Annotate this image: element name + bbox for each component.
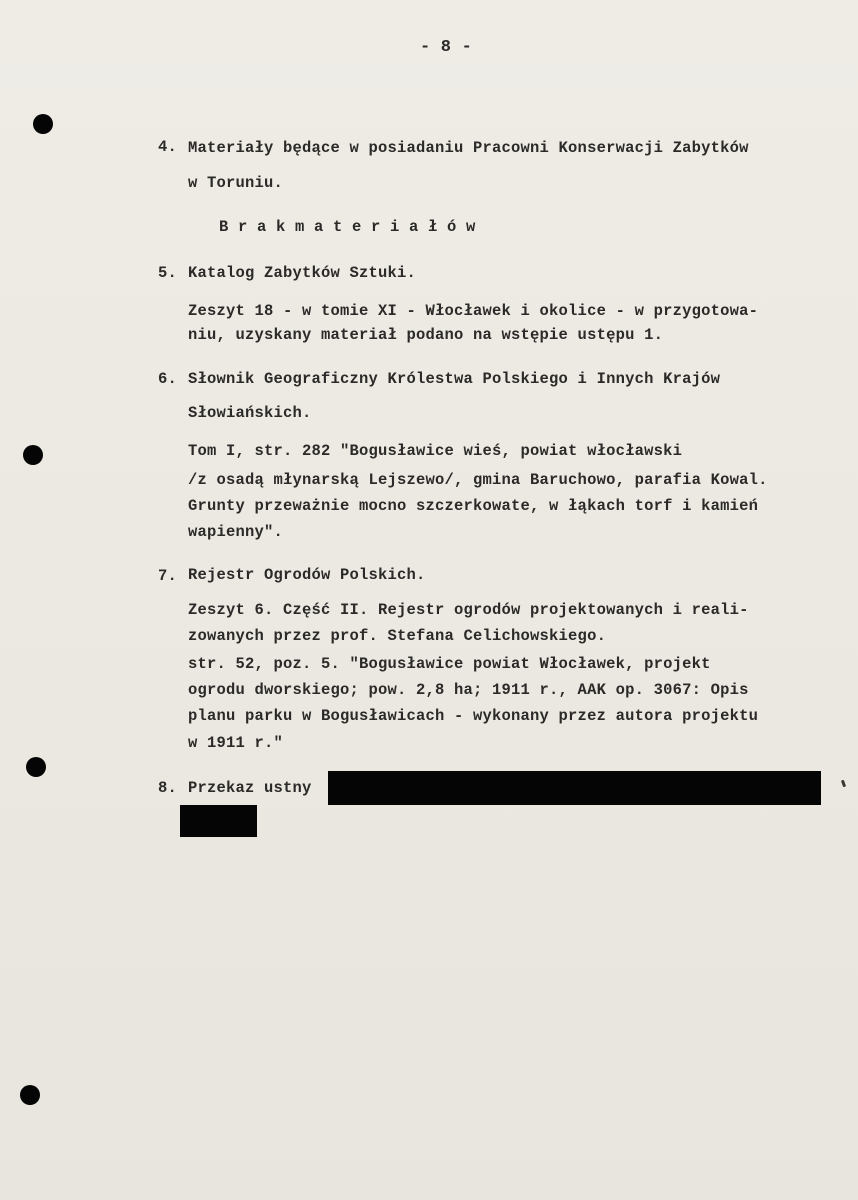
punch-hole-2	[23, 445, 43, 465]
item-heading: Słownik Geograficzny Królestwa Polskiego i Innych Krajów	[188, 370, 721, 388]
item-heading: Przekaz ustny	[188, 779, 312, 797]
item-heading: Katalog Zabytków Sztuki.	[188, 264, 417, 282]
redaction-bar	[180, 805, 257, 837]
item-text-line: ogrodu dworskiego; pow. 2,8 ha; 1911 r., AAK op. 3067: Opis	[188, 681, 749, 699]
item-heading: w Toruniu.	[188, 174, 284, 192]
item-text-line: /z osadą młynarską Lejszewo/, gmina Baruchowo, parafia Kowal.	[188, 471, 768, 489]
punch-hole-1	[33, 114, 53, 134]
item-text-line: Zeszyt 6. Część II. Rejestr ogrodów projektowanych i reali-	[188, 601, 749, 619]
item-heading: Materiały będące w posiadaniu Pracowni Konserwacji Zabytków	[188, 139, 749, 157]
margin-mark	[841, 780, 846, 788]
item-text-line: Tom I, str. 282 "Bogusławice wieś, powiat włocławski	[188, 442, 683, 460]
item-note: B r a k m a t e r i a ł ó w	[219, 218, 476, 236]
item-text-line: wapienny".	[188, 523, 284, 541]
item-number: 7.	[158, 567, 178, 585]
item-text-line: str. 52, poz. 5. "Bogusławice powiat Włocławek, projekt	[188, 655, 711, 673]
item-number: 5.	[158, 264, 178, 282]
item-text-line: Grunty przeważnie mocno szczerkowate, w łąkach torf i kamień	[188, 497, 759, 515]
item-number: 6.	[158, 370, 178, 388]
page-number: - 8 -	[420, 38, 473, 57]
item-number: 4.	[158, 138, 178, 156]
item-heading: Rejestr Ogrodów Polskich.	[188, 566, 426, 584]
item-text-line: w 1911 r."	[188, 734, 284, 752]
item-text-line: Zeszyt 18 - w tomie XI - Włocławek i okolice - w przygotowa-	[188, 302, 759, 320]
punch-hole-3	[26, 757, 46, 777]
item-number: 8.	[158, 779, 178, 797]
item-text-line: zowanych przez prof. Stefana Celichowskiego.	[188, 627, 607, 645]
item-heading: Słowiańskich.	[188, 404, 312, 422]
item-text-line: planu parku w Bogusławicach - wykonany przez autora projektu	[188, 707, 759, 725]
punch-hole-4	[20, 1085, 40, 1105]
redaction-bar	[328, 771, 821, 805]
item-text-line: niu, uzyskany materiał podano na wstępie ustępu 1.	[188, 326, 664, 344]
